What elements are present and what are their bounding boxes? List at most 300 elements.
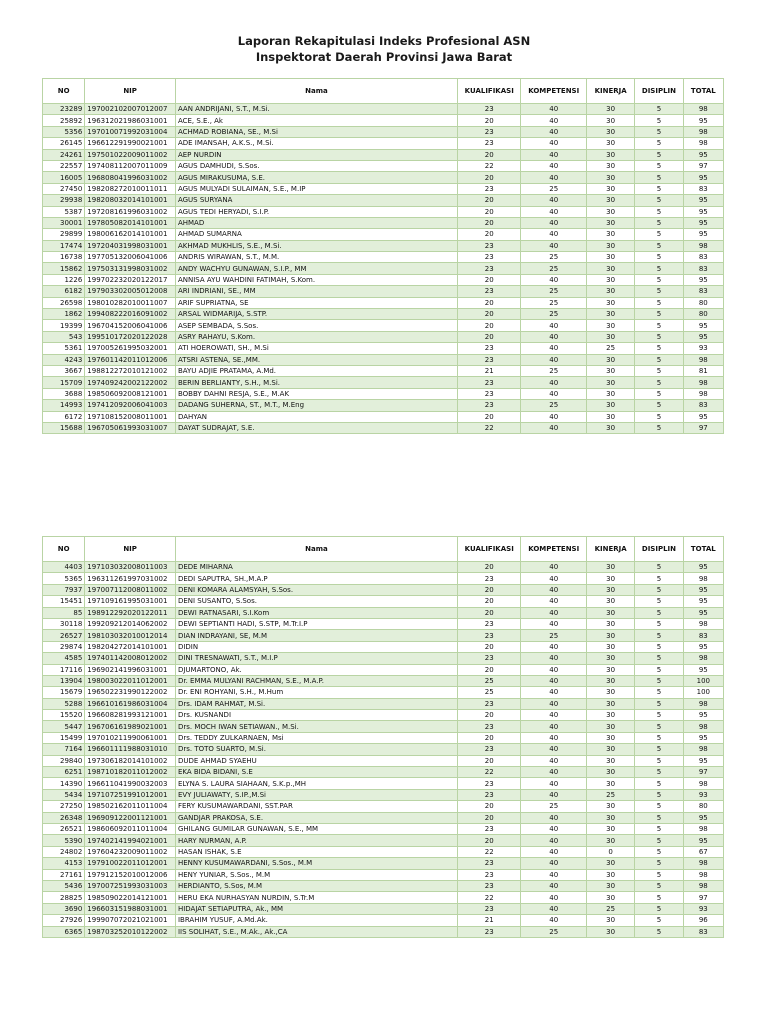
report-title-block <box>0 33 768 65</box>
table-row <box>43 331 724 342</box>
cell-total: 80 <box>683 297 723 308</box>
cell-disiplin: 5 <box>635 411 683 422</box>
cell-kinerja: 30 <box>586 812 634 823</box>
cell-kualifikasi: 23 <box>458 388 521 399</box>
cell-disiplin: 5 <box>635 388 683 399</box>
cell-total: 98 <box>683 721 723 732</box>
table-row <box>43 562 724 573</box>
cell-nip: 197705132006041006 <box>85 252 176 263</box>
cell-nip: 197109161995031001 <box>85 596 176 607</box>
cell-disiplin: 5 <box>635 744 683 755</box>
cell-no: 27161 <box>43 869 85 880</box>
cell-kualifikasi: 23 <box>458 789 521 800</box>
cell-no: 15709 <box>43 377 85 388</box>
cell-kompetensi: 40 <box>521 892 586 903</box>
cell-kualifikasi: 23 <box>458 183 521 194</box>
cell-kompetensi: 40 <box>521 835 586 846</box>
cell-total: 98 <box>683 698 723 709</box>
cell-disiplin: 5 <box>635 183 683 194</box>
cell-disiplin: 5 <box>635 320 683 331</box>
table-row <box>43 343 724 354</box>
cell-kualifikasi: 23 <box>458 138 521 149</box>
cell-no: 27450 <box>43 183 85 194</box>
cell-kompetensi: 40 <box>521 698 586 709</box>
cell-kompetensi: 40 <box>521 664 586 675</box>
cell-no: 5361 <box>43 343 85 354</box>
cell-nip: 197007112008011002 <box>85 584 176 595</box>
cell-disiplin: 5 <box>635 422 683 433</box>
cell-kompetensi: 25 <box>521 365 586 376</box>
cell-nama: AHMAD <box>175 217 457 228</box>
cell-kinerja: 30 <box>586 641 634 652</box>
cell-kinerja: 30 <box>586 183 634 194</box>
cell-kinerja: 30 <box>586 687 634 698</box>
cell-disiplin: 5 <box>635 732 683 743</box>
cell-no: 6182 <box>43 286 85 297</box>
cell-kompetensi: 25 <box>521 263 586 274</box>
table-row <box>43 400 724 411</box>
cell-kualifikasi: 20 <box>458 195 521 206</box>
recap-table-1 <box>42 78 724 434</box>
cell-no: 5387 <box>43 206 85 217</box>
cell-kinerja: 30 <box>586 607 634 618</box>
cell-nama: DENI KOMARA ALAMSYAH, S.Sos. <box>175 584 457 595</box>
cell-no: 5365 <box>43 573 85 584</box>
cell-total: 98 <box>683 573 723 584</box>
cell-nama: DEDE MIHARNA <box>175 562 457 573</box>
column-header-disiplin: DISIPLIN <box>635 537 683 562</box>
cell-kinerja: 30 <box>586 801 634 812</box>
cell-disiplin: 5 <box>635 618 683 629</box>
cell-nama: HENY YUNIAR, S.Sos., M.M <box>175 869 457 880</box>
cell-no: 26527 <box>43 630 85 641</box>
cell-total: 98 <box>683 653 723 664</box>
cell-kompetensi: 40 <box>521 115 586 126</box>
cell-kinerja: 30 <box>586 286 634 297</box>
cell-disiplin: 5 <box>635 812 683 823</box>
cell-kinerja: 30 <box>586 744 634 755</box>
cell-total: 95 <box>683 664 723 675</box>
column-header-nama: Nama <box>175 537 457 562</box>
cell-disiplin: 5 <box>635 778 683 789</box>
cell-kualifikasi: 20 <box>458 274 521 285</box>
cell-kualifikasi: 23 <box>458 354 521 365</box>
cell-nip: 198506092008121001 <box>85 388 176 399</box>
cell-kompetensi: 40 <box>521 744 586 755</box>
table-row <box>43 835 724 846</box>
cell-total: 95 <box>683 115 723 126</box>
cell-nip: 196704152006041006 <box>85 320 176 331</box>
table-body-2 <box>43 562 724 938</box>
cell-kompetensi: 40 <box>521 422 586 433</box>
column-header-no: NO <box>43 79 85 104</box>
cell-no: 26521 <box>43 823 85 834</box>
cell-kinerja: 30 <box>586 354 634 365</box>
cell-kualifikasi: 20 <box>458 229 521 240</box>
cell-nip: 198204272014101001 <box>85 641 176 652</box>
cell-nama: IBRAHIM YUSUF, A.Md.Ak. <box>175 915 457 926</box>
table-row <box>43 755 724 766</box>
table-row <box>43 217 724 228</box>
cell-kompetensi: 40 <box>521 687 586 698</box>
cell-kualifikasi: 23 <box>458 778 521 789</box>
cell-kualifikasi: 20 <box>458 206 521 217</box>
column-header-kualifikasi: KUALIFIKASI <box>458 79 521 104</box>
cell-kinerja: 30 <box>586 138 634 149</box>
cell-kompetensi: 40 <box>521 354 586 365</box>
cell-nip: 196311261997031002 <box>85 573 176 584</box>
cell-disiplin: 5 <box>635 149 683 160</box>
cell-kualifikasi: 23 <box>458 573 521 584</box>
cell-total: 83 <box>683 400 723 411</box>
cell-nama: ANDRIS WIRAWAN, S.T., M.M. <box>175 252 457 263</box>
cell-nip: 197912152010012006 <box>85 869 176 880</box>
cell-nama: FERY KUSUMAWARDANI, SST.PAR <box>175 801 457 812</box>
cell-nama: ASEP SEMBADA, S.Sos. <box>175 320 457 331</box>
cell-nip: 196611041990032003 <box>85 778 176 789</box>
cell-kompetensi: 40 <box>521 573 586 584</box>
cell-no: 1226 <box>43 274 85 285</box>
table-row <box>43 229 724 240</box>
cell-kualifikasi: 20 <box>458 596 521 607</box>
cell-nip: 197108152008011001 <box>85 411 176 422</box>
cell-disiplin: 5 <box>635 607 683 618</box>
cell-kinerja: 30 <box>586 630 634 641</box>
cell-no: 5356 <box>43 126 85 137</box>
cell-no: 6365 <box>43 926 85 937</box>
cell-kinerja: 30 <box>586 126 634 137</box>
cell-kinerja: 30 <box>586 732 634 743</box>
cell-total: 93 <box>683 789 723 800</box>
cell-kinerja: 30 <box>586 400 634 411</box>
cell-nama: DADANG SUHERNA, ST., M.T., M.Eng <box>175 400 457 411</box>
table-row <box>43 767 724 778</box>
cell-disiplin: 5 <box>635 343 683 354</box>
cell-nip: 197503131998031002 <box>85 263 176 274</box>
cell-nip: 197601142011012006 <box>85 354 176 365</box>
cell-kinerja: 30 <box>586 297 634 308</box>
cell-disiplin: 5 <box>635 286 683 297</box>
cell-kompetensi: 40 <box>521 789 586 800</box>
cell-kualifikasi: 22 <box>458 892 521 903</box>
cell-disiplin: 5 <box>635 858 683 869</box>
cell-kompetensi: 25 <box>521 252 586 263</box>
cell-nip: 197010071992031004 <box>85 126 176 137</box>
cell-total: 98 <box>683 104 723 115</box>
cell-kompetensi: 40 <box>521 596 586 607</box>
cell-no: 7937 <box>43 584 85 595</box>
table-row <box>43 104 724 115</box>
cell-kualifikasi: 22 <box>458 422 521 433</box>
table-row <box>43 286 724 297</box>
cell-kualifikasi: 23 <box>458 744 521 755</box>
cell-disiplin: 5 <box>635 400 683 411</box>
table-row <box>43 869 724 880</box>
cell-kompetensi: 25 <box>521 801 586 812</box>
cell-total: 98 <box>683 778 723 789</box>
cell-nip: 198703252010122002 <box>85 926 176 937</box>
cell-no: 13904 <box>43 675 85 686</box>
cell-kualifikasi: 20 <box>458 331 521 342</box>
report-title: Laporan Rekapitulasi Indeks Profesional ASN <box>237 34 531 48</box>
cell-nama: Dr. ENI ROHYANI, S.H., M.Hum <box>175 687 457 698</box>
cell-no: 6172 <box>43 411 85 422</box>
table-row <box>43 115 724 126</box>
table-row <box>43 274 724 285</box>
cell-kualifikasi: 20 <box>458 149 521 160</box>
cell-kompetensi: 40 <box>521 767 586 778</box>
cell-kualifikasi: 22 <box>458 767 521 778</box>
cell-disiplin: 5 <box>635 104 683 115</box>
cell-kinerja: 25 <box>586 903 634 914</box>
cell-kompetensi: 25 <box>521 183 586 194</box>
cell-nama: Dr. EMMA MULYANI RACHMAN, S.E., M.A.P. <box>175 675 457 686</box>
cell-kinerja: 30 <box>586 767 634 778</box>
table-row <box>43 823 724 834</box>
cell-kualifikasi: 23 <box>458 400 521 411</box>
cell-nama: HENNY KUSUMAWARDANI, S.Sos., M.M <box>175 858 457 869</box>
cell-nip: 196902141996031001 <box>85 664 176 675</box>
cell-total: 95 <box>683 206 723 217</box>
cell-total: 95 <box>683 710 723 721</box>
cell-nama: EKA BIDA BIDANI, S.E <box>175 767 457 778</box>
cell-nip: 199702232020122017 <box>85 274 176 285</box>
cell-nama: HARY NURMAN, A.P. <box>175 835 457 846</box>
cell-nip: 197208161996031002 <box>85 206 176 217</box>
cell-no: 29938 <box>43 195 85 206</box>
cell-kualifikasi: 23 <box>458 104 521 115</box>
cell-kualifikasi: 20 <box>458 217 521 228</box>
cell-kinerja: 30 <box>586 115 634 126</box>
column-header-nip: NIP <box>85 79 176 104</box>
cell-kompetensi: 40 <box>521 732 586 743</box>
cell-kompetensi: 40 <box>521 240 586 251</box>
cell-total: 93 <box>683 343 723 354</box>
cell-no: 15520 <box>43 710 85 721</box>
cell-kinerja: 30 <box>586 388 634 399</box>
cell-kinerja: 30 <box>586 835 634 846</box>
cell-kompetensi: 40 <box>521 584 586 595</box>
cell-disiplin: 5 <box>635 755 683 766</box>
cell-nip: 196808041996031002 <box>85 172 176 183</box>
cell-kompetensi: 40 <box>521 721 586 732</box>
cell-kompetensi: 25 <box>521 400 586 411</box>
cell-kinerja: 30 <box>586 675 634 686</box>
cell-disiplin: 5 <box>635 160 683 171</box>
cell-kompetensi: 40 <box>521 710 586 721</box>
cell-kualifikasi: 20 <box>458 732 521 743</box>
cell-no: 15499 <box>43 732 85 743</box>
cell-kualifikasi: 25 <box>458 687 521 698</box>
cell-kompetensi: 40 <box>521 915 586 926</box>
cell-nama: EVY JULIAWATY, S.IP.,M.Si <box>175 789 457 800</box>
cell-kinerja: 30 <box>586 160 634 171</box>
cell-nama: DIDIN <box>175 641 457 652</box>
table-row <box>43 263 724 274</box>
cell-nama: ARIF SUPRIATNA, SE <box>175 297 457 308</box>
cell-nama: DENI SUSANTO, S.Sos. <box>175 596 457 607</box>
cell-kinerja: 30 <box>586 195 634 206</box>
table-row <box>43 641 724 652</box>
cell-kinerja: 30 <box>586 274 634 285</box>
cell-total: 95 <box>683 641 723 652</box>
table-row <box>43 630 724 641</box>
cell-total: 93 <box>683 903 723 914</box>
cell-no: 85 <box>43 607 85 618</box>
cell-nama: HERDIANTO, S.Sos, M.M <box>175 880 457 891</box>
cell-nip: 197007251993031003 <box>85 880 176 891</box>
table-row <box>43 732 724 743</box>
cell-nama: BERIN BERLIANTY, S.H., M.Si. <box>175 377 457 388</box>
cell-disiplin: 5 <box>635 331 683 342</box>
cell-total: 95 <box>683 172 723 183</box>
cell-kualifikasi: 20 <box>458 607 521 618</box>
cell-kompetensi: 40 <box>521 331 586 342</box>
table-row <box>43 320 724 331</box>
cell-kompetensi: 40 <box>521 160 586 171</box>
cell-no: 4153 <box>43 858 85 869</box>
cell-kinerja: 30 <box>586 823 634 834</box>
cell-nama: ARSAL WIDMARIJA, S.STP. <box>175 309 457 320</box>
cell-nip: 198003022011012001 <box>85 675 176 686</box>
cell-nama: DJUMARTONO, Ak. <box>175 664 457 675</box>
table-row <box>43 710 724 721</box>
table-row <box>43 354 724 365</box>
cell-total: 98 <box>683 126 723 137</box>
cell-nama: GANDJAR PRAKOSA, S.E. <box>175 812 457 823</box>
cell-total: 95 <box>683 274 723 285</box>
cell-no: 15862 <box>43 263 85 274</box>
cell-nama: DAYAT SUDRAJAT, S.E. <box>175 422 457 433</box>
cell-no: 17474 <box>43 240 85 251</box>
cell-nip: 196610161986031004 <box>85 698 176 709</box>
cell-kompetensi: 40 <box>521 641 586 652</box>
cell-nip: 197401142008012002 <box>85 653 176 664</box>
cell-nip: 197002102007012007 <box>85 104 176 115</box>
cell-disiplin: 5 <box>635 835 683 846</box>
cell-kompetensi: 25 <box>521 926 586 937</box>
cell-kualifikasi: 23 <box>458 252 521 263</box>
cell-disiplin: 5 <box>635 675 683 686</box>
cell-nip: 197412092006041003 <box>85 400 176 411</box>
cell-kualifikasi: 23 <box>458 618 521 629</box>
cell-disiplin: 5 <box>635 892 683 903</box>
cell-kinerja: 30 <box>586 229 634 240</box>
cell-no: 15451 <box>43 596 85 607</box>
cell-nama: Drs. TEDDY ZULKARNAEN, Msi <box>175 732 457 743</box>
cell-kompetensi: 25 <box>521 297 586 308</box>
cell-nama: AGUS DAMHUDI, S.Sos. <box>175 160 457 171</box>
cell-kinerja: 30 <box>586 915 634 926</box>
cell-kompetensi: 40 <box>521 206 586 217</box>
cell-kompetensi: 25 <box>521 630 586 641</box>
column-header-kompetensi: KOMPETENSI <box>521 537 586 562</box>
cell-kompetensi: 40 <box>521 411 586 422</box>
cell-kualifikasi: 23 <box>458 858 521 869</box>
cell-disiplin: 5 <box>635 138 683 149</box>
cell-nip: 196601111988031010 <box>85 744 176 755</box>
cell-nip: 198912292020122011 <box>85 607 176 618</box>
cell-disiplin: 5 <box>635 869 683 880</box>
cell-no: 1862 <box>43 309 85 320</box>
cell-kinerja: 30 <box>586 365 634 376</box>
cell-disiplin: 5 <box>635 229 683 240</box>
recap-table-2 <box>42 536 724 938</box>
cell-total: 83 <box>683 263 723 274</box>
cell-nama: Drs. KUSNANDI <box>175 710 457 721</box>
cell-nama: DINI TRESNAWATI, S.T., M.I.P <box>175 653 457 664</box>
cell-disiplin: 5 <box>635 195 683 206</box>
cell-no: 29874 <box>43 641 85 652</box>
cell-no: 29899 <box>43 229 85 240</box>
cell-nama: HERU EKA NURHASYAN NURDIN, S.Tr.M <box>175 892 457 903</box>
cell-kualifikasi: 20 <box>458 584 521 595</box>
cell-total: 83 <box>683 183 723 194</box>
cell-no: 5447 <box>43 721 85 732</box>
cell-kualifikasi: 20 <box>458 320 521 331</box>
cell-kinerja: 30 <box>586 618 634 629</box>
cell-nip: 198010282010011007 <box>85 297 176 308</box>
cell-disiplin: 5 <box>635 217 683 228</box>
cell-nama: ACHMAD ROBIANA, SE., M.Si <box>175 126 457 137</box>
table-row <box>43 846 724 857</box>
cell-kompetensi: 40 <box>521 377 586 388</box>
table-row <box>43 252 724 263</box>
table-row <box>43 778 724 789</box>
table-row <box>43 698 724 709</box>
cell-total: 95 <box>683 732 723 743</box>
cell-no: 24802 <box>43 846 85 857</box>
cell-kinerja: 30 <box>586 596 634 607</box>
cell-total: 95 <box>683 229 723 240</box>
cell-disiplin: 5 <box>635 297 683 308</box>
cell-disiplin: 5 <box>635 377 683 388</box>
cell-total: 98 <box>683 744 723 755</box>
cell-no: 19399 <box>43 320 85 331</box>
cell-total: 95 <box>683 562 723 573</box>
cell-disiplin: 5 <box>635 926 683 937</box>
cell-kinerja: 30 <box>586 320 634 331</box>
cell-kompetensi: 40 <box>521 846 586 857</box>
cell-disiplin: 5 <box>635 653 683 664</box>
cell-nama: Drs. IDAM RAHMAT, M.Si. <box>175 698 457 709</box>
cell-no: 4403 <box>43 562 85 573</box>
cell-kompetensi: 40 <box>521 653 586 664</box>
cell-kualifikasi: 23 <box>458 126 521 137</box>
table-row <box>43 172 724 183</box>
table-row <box>43 915 724 926</box>
cell-kinerja: 30 <box>586 104 634 115</box>
cell-nama: AEP NURDIN <box>175 149 457 160</box>
cell-nip: 198710182011012002 <box>85 767 176 778</box>
table-row <box>43 573 724 584</box>
cell-kompetensi: 40 <box>521 195 586 206</box>
cell-nip: 199209212014062002 <box>85 618 176 629</box>
cell-kinerja: 30 <box>586 710 634 721</box>
cell-kinerja: 30 <box>586 377 634 388</box>
cell-kualifikasi: 23 <box>458 240 521 251</box>
cell-no: 23289 <box>43 104 85 115</box>
cell-nama: AHMAD SUMARNA <box>175 229 457 240</box>
cell-kualifikasi: 23 <box>458 903 521 914</box>
cell-no: 30118 <box>43 618 85 629</box>
table-row <box>43 160 724 171</box>
cell-total: 95 <box>683 320 723 331</box>
cell-nama: DIAN INDRAYANI, SE, M.M <box>175 630 457 641</box>
cell-no: 5390 <box>43 835 85 846</box>
cell-total: 95 <box>683 217 723 228</box>
cell-nama: AGUS TEDI HERYADI, S.I.P. <box>175 206 457 217</box>
